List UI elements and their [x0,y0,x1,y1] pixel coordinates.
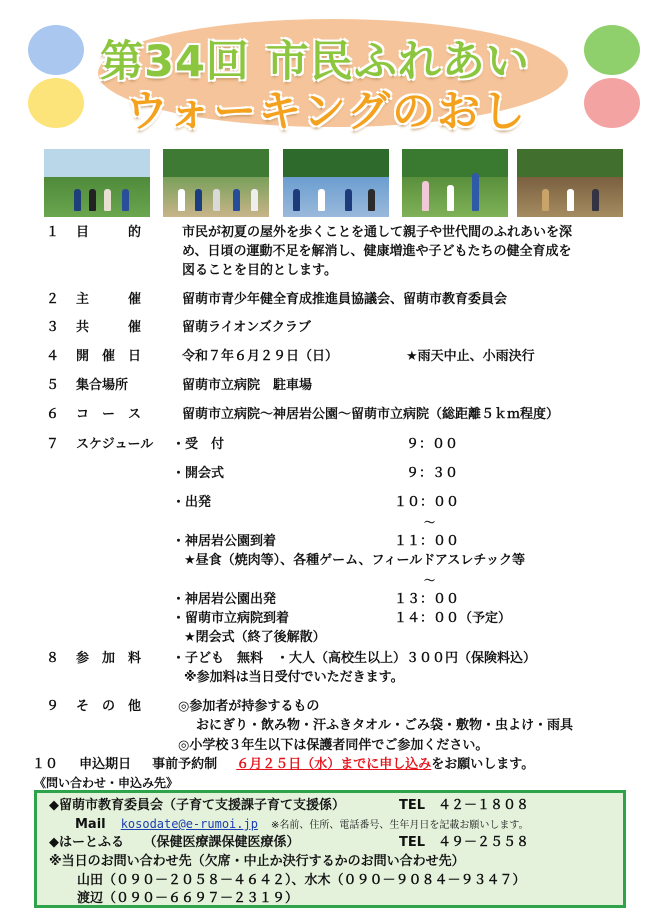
deadline-suffix: をお願いします。 [431,757,535,772]
item-cosponsor-num: ３ [46,320,60,335]
schedule-item: ・受 付 [172,437,225,452]
contact-tel-1: TEL ４２－１８０８ [399,798,530,813]
mail-note: ※名前、住所、電話番号、生年月日を記載お願いします。 [271,820,529,831]
schedule-time: ９：００ [406,437,459,452]
schedule-item: ・神居岩公園出発 [172,592,277,607]
item-fee-label: 参 加 料 [76,651,142,666]
item-meeting-num: ５ [46,378,60,393]
item-purpose-line-2: め、日頃の運動不足を解消し、健康増進や子どもたちの健全育成を [182,244,572,259]
item-fee-text: ・子ども 無料 ・大人（高校生以上）３００円（保険料込） [172,651,537,666]
contact-phones-2: 渡辺（０９０－６６９７－２３１９） [77,891,299,906]
item-other-label: そ の 他 [76,699,142,714]
item-organizer-num: ２ [46,292,60,307]
item-date-text: 令和７年６月２９日（日） [182,349,339,364]
contact-phones-1: 山田（０９０－２０５８－４６４２）、水木（０９０－９０８４－９３４７） [77,873,526,888]
picnic-photo [283,149,389,217]
item-cosponsor-text: 留萌ライオンズクラブ [182,320,311,335]
game-photo [402,149,508,217]
item-other-num: ９ [46,699,60,714]
item-course-label: コ ー ス [76,407,142,422]
item-purpose-line-1: 市民が初夏の屋外を歩くことを通して親子や世代間のふれあいを深 [182,225,573,240]
tilde-mark: ～ [424,516,435,529]
item-fee-note: ※参加料は当日受付でいただきます。 [184,670,404,685]
schedule-sub: ★閉会式（終了後解散） [184,630,326,645]
blue-circle [28,25,84,75]
item-purpose: １ [46,225,60,240]
item-other-line-3: ◎小学校３年生以下は保護者同伴でご参加ください。 [178,738,489,753]
schedule-item: ・留萌市立病院到着 [172,611,290,626]
contact-org-2: ◆はーとふる （保健医療課保健医療係） [49,835,300,850]
contact-org-1: ◆留萌市教育委員会（子育て支援課子育て支援係） [49,798,345,813]
contact-heading: 《問い合わせ・申込み先》 [34,776,179,790]
item-other-line-1: ◎参加者が持参するもの [178,699,320,714]
item-schedule-num: ７ [46,437,60,452]
item-cosponsor-label: 共 催 [76,320,142,335]
schedule-sub: ★昼食（焼肉等）、各種ゲーム、フィールドアスレチック等 [184,553,525,568]
pink-circle [584,78,640,128]
item-organizer-label: 主 催 [76,292,142,307]
schedule-time: １４：００（予定） [394,611,512,626]
item-course-num: ６ [46,407,60,422]
mail-link[interactable]: kosodate@e-rumoi.jp [120,817,258,831]
children-walking-photo [163,149,269,217]
contact-mail-row [75,815,529,835]
mail-label: Mail [75,817,106,832]
item-organizer-text: 留萌市青少年健全育成推進員協議会、留萌市教育委員会 [182,292,508,307]
item-course-text: 留萌市立病院～神居岩公園～留萌市立病院（総距離５ｋｍ程度） [182,407,560,422]
item-purpose-label: 目 的 [76,225,142,240]
tilde-mark: ～ [424,574,435,587]
item-date-note: ★雨天中止、小雨決行 [406,349,535,364]
schedule-time: １３：００ [394,592,460,607]
schedule-time: ９：３０ [406,466,459,481]
deadline-prefix: 事前予約制 [152,757,218,772]
contact-day-note: ※当日のお問い合わせ先（欠席・中止か決行するかのお問い合わせ先） [49,854,465,869]
title-line-1: 第34回 市民ふれあい [100,37,530,87]
schedule-item: ・神居岩公園到着 [172,534,277,549]
item-meeting-text: 留萌市立病院 駐車場 [182,378,313,393]
schedule-item: ・出発 [172,495,212,510]
item-deadline-label: 申込期日 [79,757,132,772]
item-deadline [32,756,534,774]
item-schedule-label: スケジュール [76,437,154,452]
schedule-item: ・開会式 [172,466,225,481]
title-line-2: ウォーキングのおし [125,87,527,137]
item-meeting-label: 集合場所 [76,378,129,393]
contact-box [34,790,626,908]
item-purpose-line-3: 図ることを目的とします。 [182,263,337,278]
walking-group-photo [44,149,150,217]
item-fee-num: ８ [46,651,60,666]
schedule-time: １１：００ [394,534,460,549]
schedule-time: １０：００ [394,495,460,510]
item-deadline-num: １０ [32,757,59,772]
yellow-circle [28,78,84,128]
contact-tel-2: TEL ４９－２５５８ [399,835,530,850]
green-circle [584,25,640,75]
item-other-line-2: おにぎり・飲み物・汗ふきタオル・ごみ袋・敷物・虫よけ・雨具 [196,718,574,733]
item-date-num: ４ [46,349,60,364]
item-date-label: 開 催 日 [76,349,142,364]
deadline-highlight: ６月２５日（水）までに申し込み [236,757,432,772]
field-athletic-photo [517,149,623,217]
